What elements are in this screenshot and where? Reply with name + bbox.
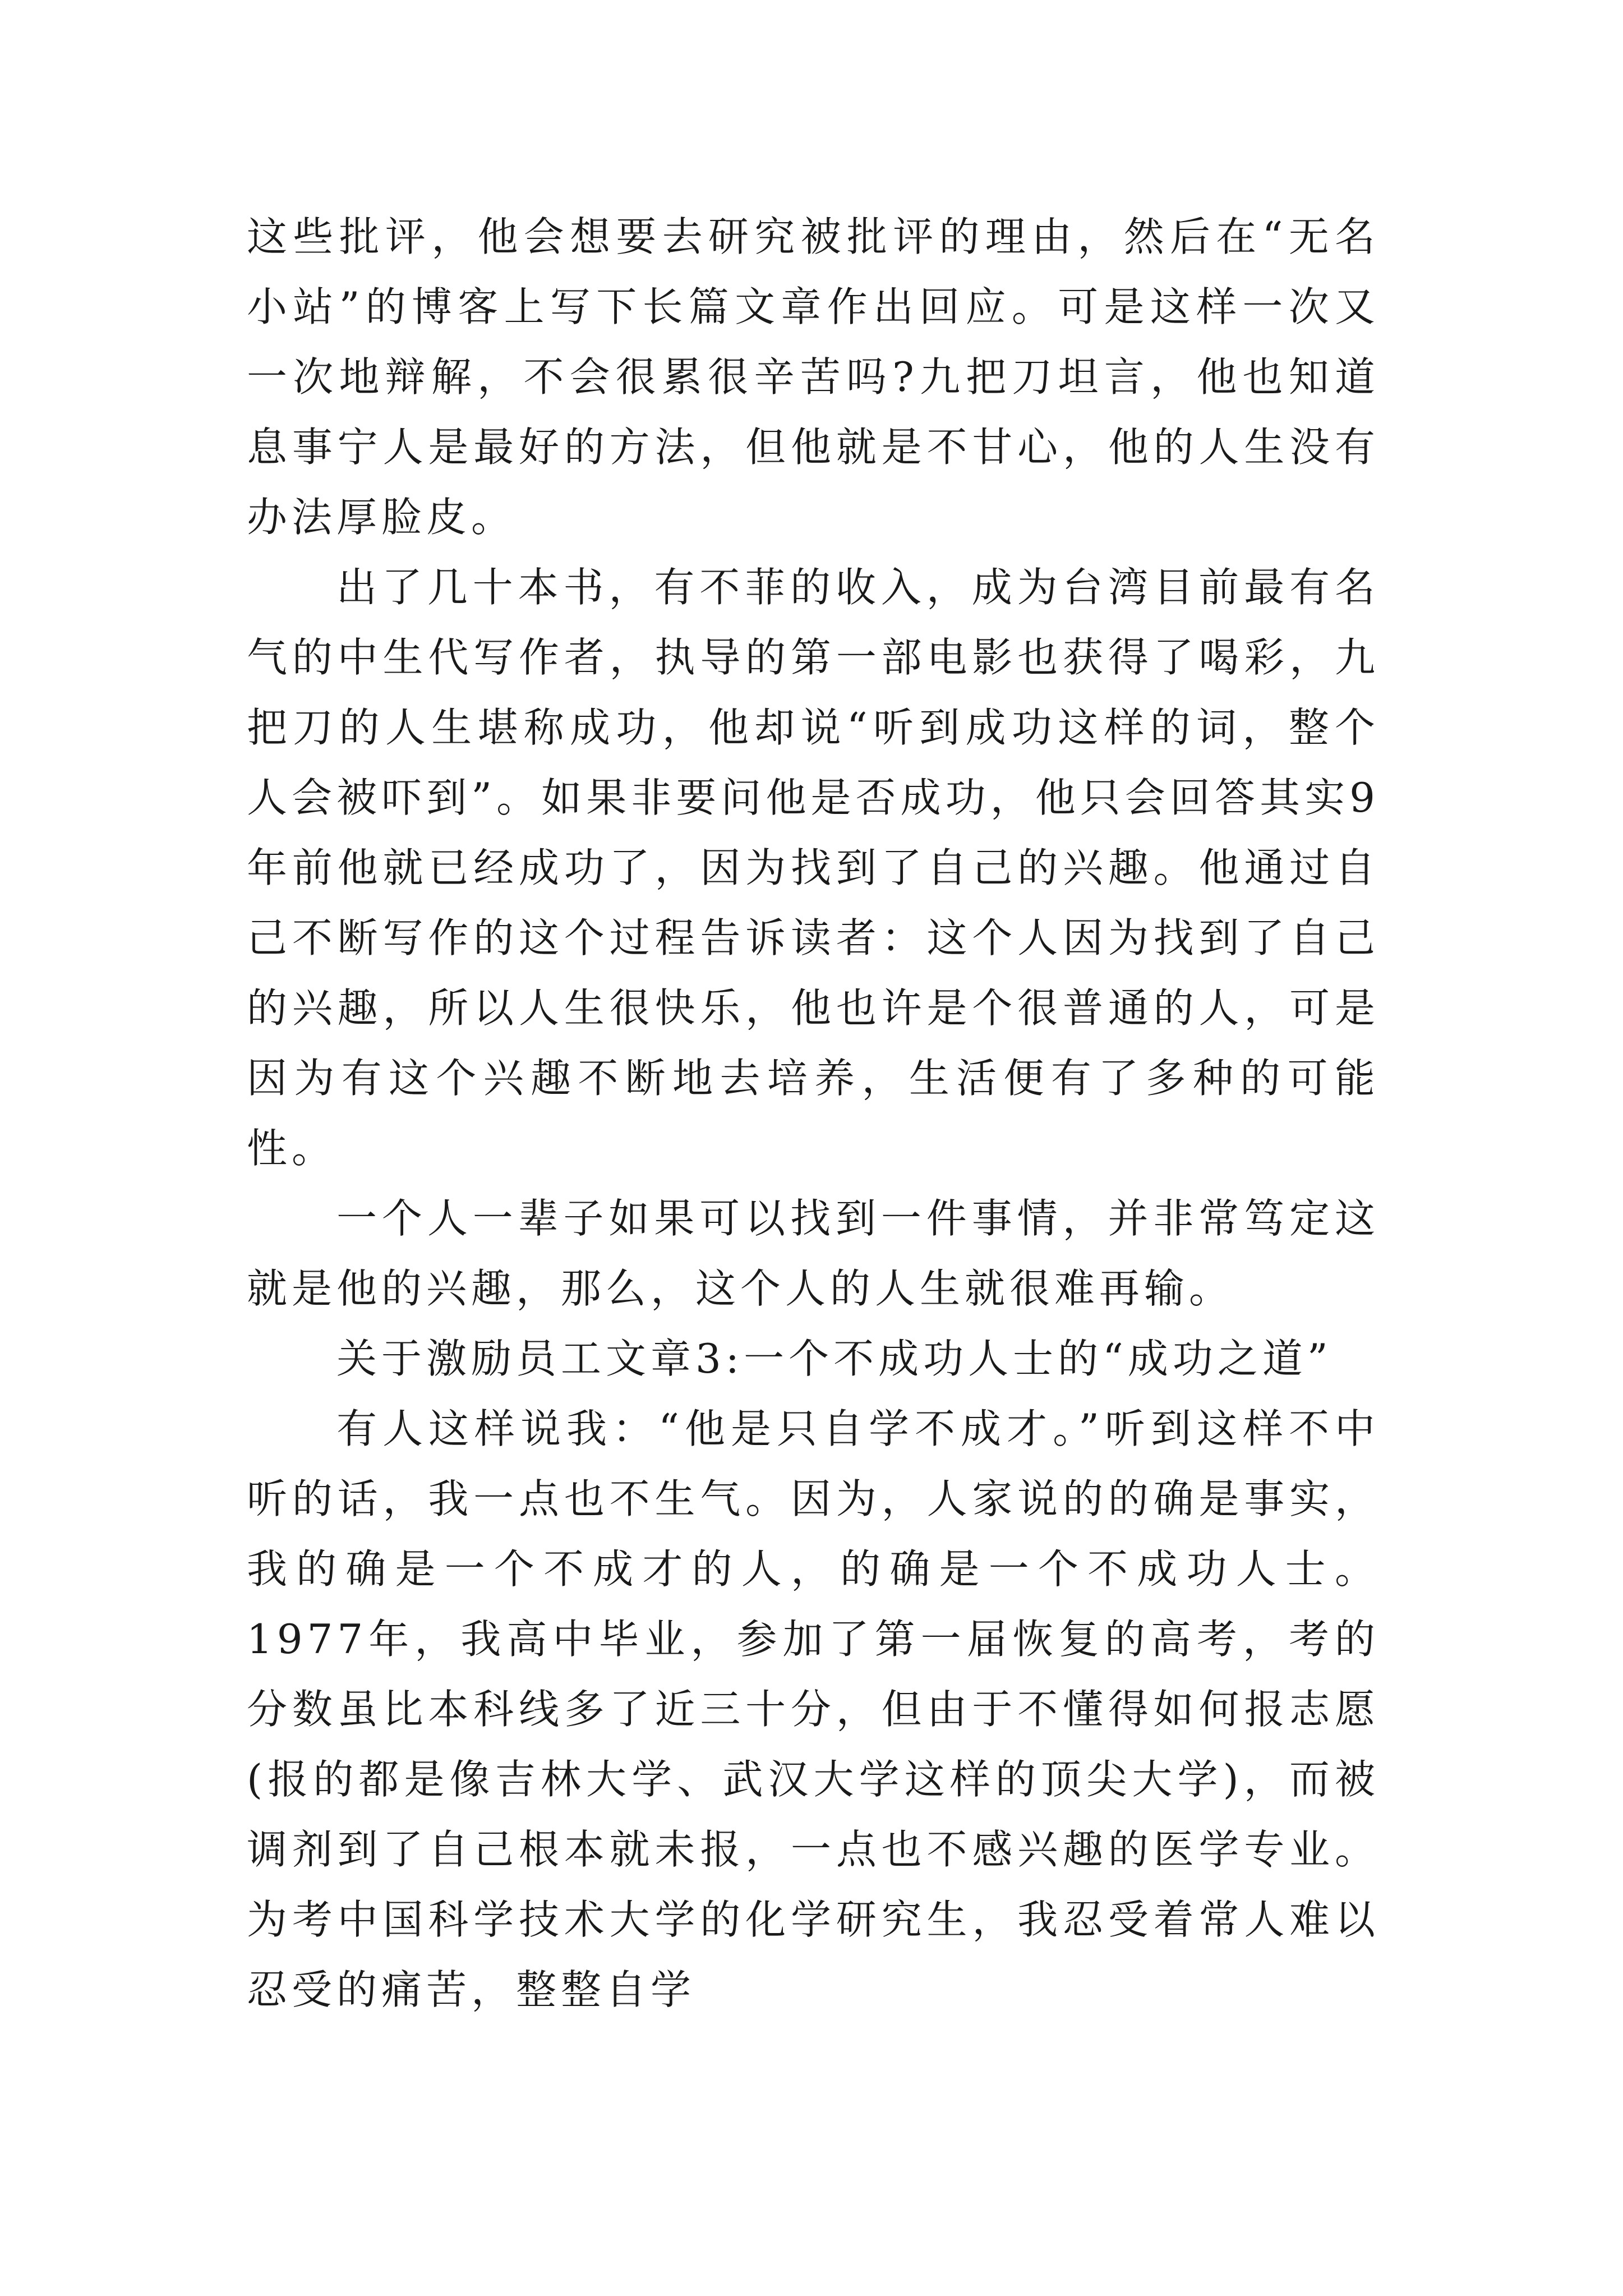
paragraph-4: 有人这样说我：“他是只自学不成才。”听到这样不中听的话，我一点也不生气。因为，人家说的的确是事实，我的确是一个不成才的人，的确是一个不成功人士。1977年，我高中毕业，参加了第一届恢复的高考，考的分数虽比本科线多了近三十分，但由于不懂得如何报志愿(报的都是像吉林大学、武汉大学这样的顶尖大学)，而被调剂到了自己根本就未报，一点也不感兴趣的医学专业。为考中国科学技术大学的化学研究生，我忍受着常人难以忍受的痛苦，整整自学 [247,1405,1380,2013]
paragraph-1: 这些批评，他会想要去研究被批评的理由，然后在“无名小站”的博客上写下长篇文章作出回应。可是这样一次又一次地辩解，不会很累很辛苦吗?九把刀坦言，他也知道息事宁人是最好的方法，但他就是不甘心，他的人生没有办法厚脸皮。 [247,213,1380,541]
paragraph-2: 出了几十本书，有不菲的收入，成为台湾目前最有名气的中生代写作者，执导的第一部电影也获得了喝彩，九把刀的人生堪称成功，他却说“听到成功这样的词，整个人会被吓到”。如果非要问他是否成功，他只会回答其实9年前他就已经成功了，因为找到了自己的兴趣。他通过自己不断写作的这个过程告诉读者：这个人因为找到了自己的兴趣，所以人生很快乐，他也许是个很普通的人，可是因为有这个兴趣不断地去培养，生活便有了多种的可能性。 [247,564,1380,1172]
document-body [247,202,1380,2025]
section-heading: 关于激励员工文章3:一个不成功人士的“成功之道” [336,1335,1332,1382]
paragraph-3: 一个人一辈子如果可以找到一件事情，并非常笃定这就是他的兴趣，那么，这个人的人生就很难再输。 [247,1195,1380,1312]
